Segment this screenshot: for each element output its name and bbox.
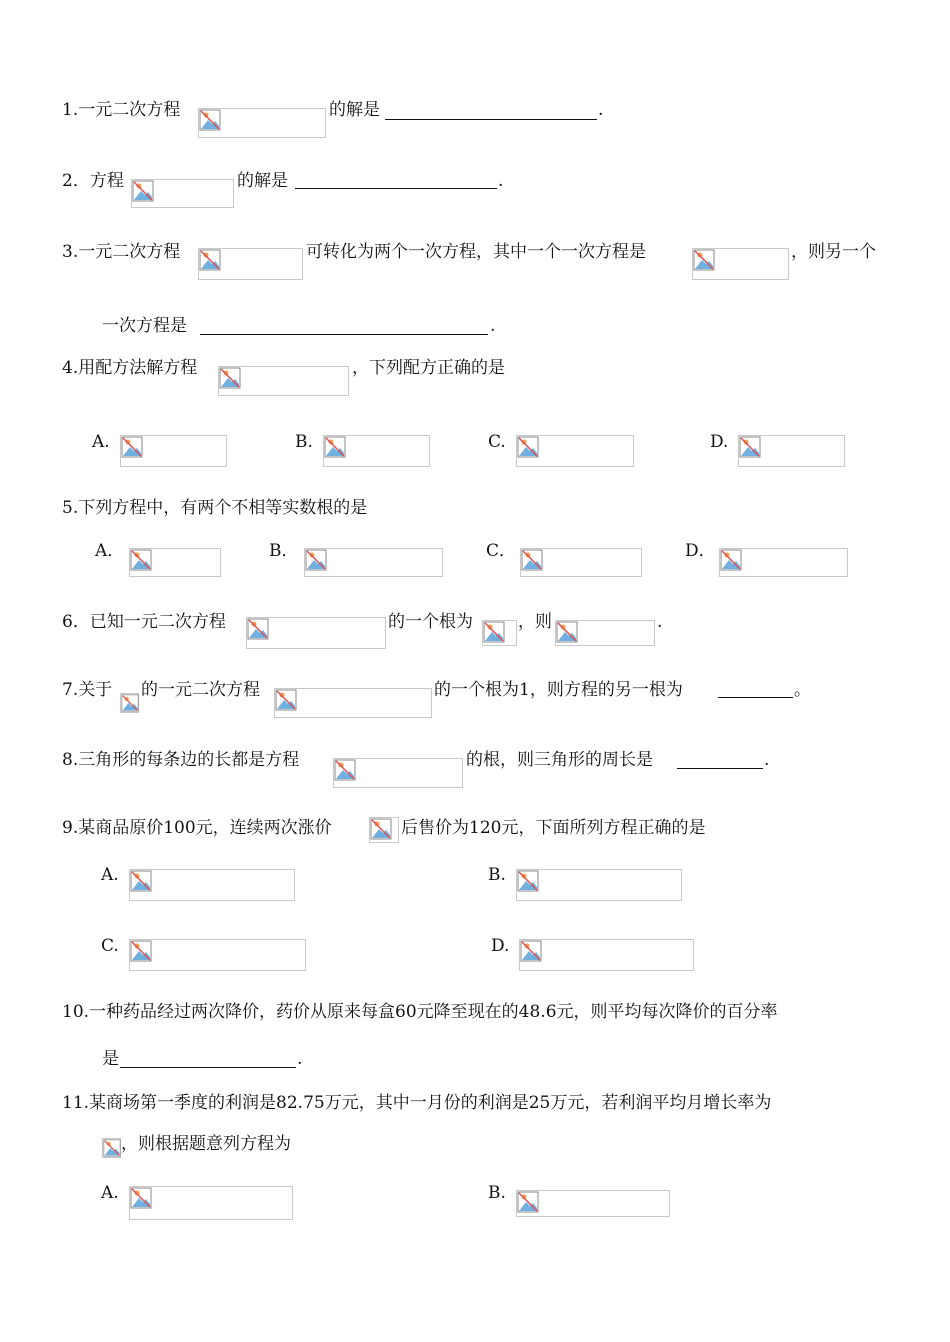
q10-line2: 是	[102, 1049, 119, 1069]
q11-option-a-label: A.	[101, 1183, 119, 1203]
q7-equation-image	[274, 688, 432, 718]
q5-option-b-label: B．	[269, 541, 299, 561]
broken-image-icon	[720, 549, 742, 571]
q2-equation-image	[131, 179, 234, 208]
q3-text: 3.一元二次方程	[62, 242, 181, 262]
q4-option-b-image[interactable]	[323, 435, 430, 467]
q5-option-d-label: D．	[685, 541, 716, 561]
q4-option-c-image[interactable]	[516, 435, 634, 467]
q1-end: .	[598, 100, 604, 120]
broken-image-icon	[521, 549, 543, 571]
q4-equation-image	[218, 366, 349, 396]
q5-text: 5.下列方程中，有两个不相等实数根的是	[62, 498, 368, 518]
q7-answer-blank[interactable]	[718, 697, 793, 698]
broken-image-icon	[103, 1139, 121, 1157]
q5-option-d-image[interactable]	[719, 548, 848, 577]
q2-text: 2．方程	[62, 171, 124, 191]
q2-text-2: 的解是	[237, 171, 288, 191]
q9-option-d-image[interactable]	[519, 939, 694, 971]
q6-expression-image	[555, 620, 655, 646]
broken-image-icon	[130, 549, 152, 571]
q9-option-b-label: B.	[488, 865, 506, 885]
q6-equation-image	[246, 617, 386, 649]
q5-option-c-image[interactable]	[520, 548, 642, 577]
q11-option-b-image[interactable]	[516, 1190, 670, 1217]
q3-answer-blank[interactable]	[200, 334, 488, 335]
broken-image-icon	[520, 940, 542, 962]
q7-text: 7.关于	[62, 680, 113, 700]
q10-text: 10.一种药品经过两次降价，药价从原来每盒60元降至现在的48.6元，则平均每次降价的百分率	[62, 1002, 778, 1022]
q5-option-a-label: A．	[95, 541, 125, 561]
q5-option-a-image[interactable]	[129, 548, 221, 577]
q9-variable-image	[369, 817, 399, 843]
q7-text-2: 的一元二次方程	[141, 680, 260, 700]
broken-image-icon	[130, 870, 152, 892]
q1-text-2: 的解是	[329, 100, 380, 120]
broken-image-icon	[199, 109, 221, 131]
broken-image-icon	[483, 621, 505, 643]
q11-option-b-label: B.	[488, 1183, 506, 1203]
broken-image-icon	[121, 436, 143, 458]
q4-option-a-image[interactable]	[120, 435, 227, 467]
q3-text-2: 可转化为两个一次方程，其中一个一次方程是	[306, 242, 646, 262]
broken-image-icon	[132, 180, 154, 202]
q11-text: 11.某商场第一季度的利润是82.75万元，其中一月份的利润是25万元，若利润平均月增长率为	[62, 1093, 772, 1113]
q6-end: .	[657, 612, 663, 632]
q4-option-d-label: D.	[710, 432, 729, 452]
q9-option-c-image[interactable]	[129, 939, 306, 971]
q8-text: 8.三角形的每条边的长都是方程	[62, 750, 300, 770]
q9-option-a-image[interactable]	[129, 869, 295, 901]
q7-text-3: 的一个根为1，则方程的另一根为	[434, 680, 683, 700]
q8-equation-image	[333, 758, 463, 788]
q5-option-b-image[interactable]	[304, 548, 443, 577]
q1-text: 1.一元二次方程	[62, 100, 181, 120]
broken-image-icon	[219, 367, 241, 389]
q5-option-c-label: C．	[486, 541, 517, 561]
q4-option-c-label: C.	[488, 432, 506, 452]
broken-image-icon	[517, 870, 539, 892]
q9-option-d-label: D.	[491, 936, 510, 956]
q11-option-a-image[interactable]	[129, 1186, 293, 1220]
q9-option-b-image[interactable]	[516, 869, 682, 901]
q9-text-2: 后售价为120元，下面所列方程正确的是	[401, 818, 706, 838]
q11-variable-image	[102, 1138, 121, 1158]
q10-end: .	[297, 1049, 303, 1069]
q11-line2: ，则根据题意列方程为	[121, 1134, 291, 1154]
q1-equation-image	[198, 108, 326, 138]
q2-answer-blank[interactable]	[295, 188, 497, 189]
broken-image-icon	[517, 436, 539, 458]
q6-text-3: ，则	[518, 612, 552, 632]
q3-equation-image-2	[692, 248, 789, 280]
broken-image-icon	[370, 818, 392, 840]
q8-answer-blank[interactable]	[677, 768, 763, 769]
broken-image-icon	[556, 621, 578, 643]
broken-image-icon	[305, 549, 327, 571]
q1-answer-blank[interactable]	[385, 119, 597, 120]
q4-option-b-label: B.	[295, 432, 313, 452]
q8-text-2: 的根，则三角形的周长是	[466, 750, 653, 770]
q9-text: 9.某商品原价100元，连续两次涨价	[62, 818, 332, 838]
q4-option-a-label: A.	[92, 432, 110, 452]
q3-equation-image	[198, 248, 303, 280]
broken-image-icon	[739, 436, 761, 458]
q8-end: .	[764, 750, 770, 770]
q6-text: 6．已知一元二次方程	[62, 612, 226, 632]
q6-text-2: 的一个根为	[388, 612, 473, 632]
broken-image-icon	[275, 689, 297, 711]
q3-end: .	[490, 316, 496, 336]
q7-variable-image	[120, 693, 139, 713]
q10-answer-blank[interactable]	[120, 1067, 296, 1068]
q3-text-3: ，则另一个	[791, 242, 876, 262]
broken-image-icon	[130, 940, 152, 962]
broken-image-icon	[334, 759, 356, 781]
q6-root-image	[482, 620, 517, 646]
q3-line2: 一次方程是	[102, 316, 187, 336]
q9-option-c-label: C.	[101, 936, 119, 956]
broken-image-icon	[199, 249, 221, 271]
broken-image-icon	[247, 618, 269, 640]
q2-end: .	[498, 171, 504, 191]
q4-text-2: ，下列配方正确的是	[352, 358, 505, 378]
q4-option-d-image[interactable]	[738, 435, 845, 467]
broken-image-icon	[693, 249, 715, 271]
broken-image-icon	[121, 694, 139, 712]
q9-option-a-label: A.	[101, 865, 119, 885]
broken-image-icon	[324, 436, 346, 458]
q7-end: 。	[794, 680, 811, 700]
broken-image-icon	[517, 1191, 539, 1213]
q4-text: 4.用配方法解方程	[62, 358, 198, 378]
broken-image-icon	[130, 1187, 152, 1209]
